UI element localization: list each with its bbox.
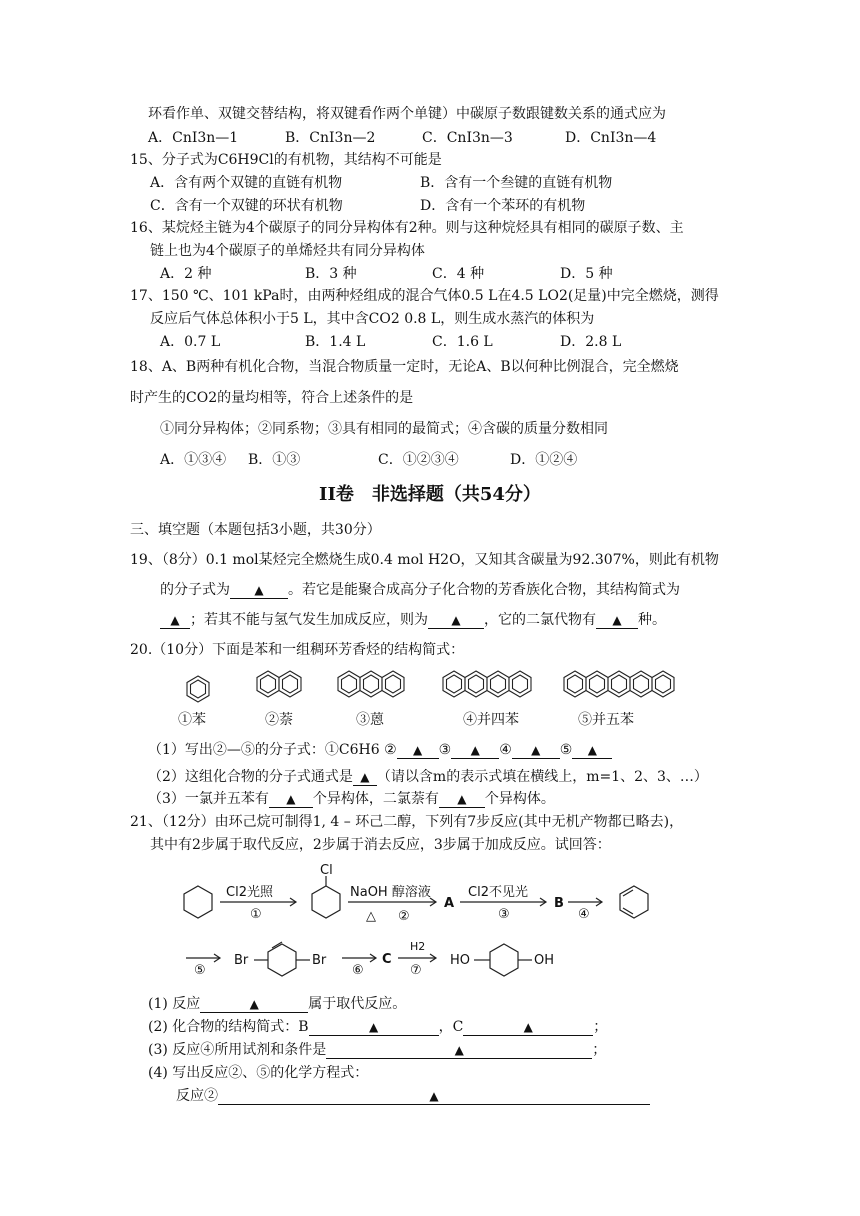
q21-p3-text-b: ； <box>592 1042 607 1058</box>
hydroxyl-right-label: OH <box>534 953 555 968</box>
compound-b-label: B <box>554 896 564 911</box>
triangle-icon: ▲ <box>360 770 370 784</box>
q21-blank-c-structure <box>463 1019 593 1036</box>
q18-option-d: D．①②④ <box>510 452 578 468</box>
triangle-icon: ▲ <box>587 743 597 757</box>
q19-text-a: 的分子式为 <box>160 582 230 598</box>
q19-text-d: ，它的二氯代物有 <box>484 612 596 628</box>
q20-name-pentacene: ⑤并五苯 <box>578 712 634 728</box>
q21-line-1: 21、（12分）由环己烷可制得1, 4 – 环己二醇，下列有7步反应(其中无机产物都已略去)， <box>130 814 684 830</box>
hydroxyl-left-label: HO <box>450 953 471 968</box>
triangle-icon: ▲ <box>413 743 423 757</box>
q14-stem-cont: 环看作单、双键交替结构，将双键看作两个单键）中碳原子数跟键数关系的通式应为 <box>148 106 666 122</box>
part2-title: II卷 非选择题（共54分） <box>319 484 541 505</box>
q21-blank-b-structure <box>309 1019 439 1036</box>
cyclohexadiene-structure <box>620 886 648 918</box>
q15-option-b: B．含有一个叁键的直链有机物 <box>420 175 613 191</box>
r3-number: ③ <box>498 907 510 922</box>
q18-stem-1: 18、A、B两种有机化合物，当混合物质量一定时，无论A、B以何种比例混合，完全燃烧 <box>130 359 679 375</box>
r2-condition: NaOH 醇溶液 <box>350 885 431 900</box>
fused-aromatic-structures <box>0 660 860 710</box>
q17-option-d: D．2.8 L <box>560 334 622 350</box>
q19-blank-count <box>596 612 638 629</box>
q20-blank-anthracene <box>451 742 499 759</box>
r7-condition: H2 <box>410 940 426 953</box>
q14-option-a: A．CnI3n—1 <box>148 130 239 146</box>
naphthalene-structure <box>257 671 301 697</box>
q20-p1-text-3: ③ <box>438 742 452 758</box>
triangle-icon: ▲ <box>249 997 259 1011</box>
q21-p2-text-c: ； <box>593 1019 608 1035</box>
q17-stem-2: 反应后气体总体积小于5 L，其中含CO2 0.8 L，则生成水蒸汽的体积为 <box>150 311 595 327</box>
q20-blank-naphthalene <box>397 742 439 759</box>
q20-name-benzene: ①苯 <box>178 712 206 728</box>
q20-p3-text-a: （3）一氯并五苯有 <box>148 791 269 807</box>
q20-line-1: 20.（10分）下面是苯和一组稠环芳香烃的结构简式： <box>130 642 465 658</box>
q21-blank-reagents <box>326 1042 592 1059</box>
q20-p1-text-5: ⑤ <box>559 742 573 758</box>
q21-p1-text-a: (1) 反应 <box>148 996 201 1012</box>
q16-option-b: B．3 种 <box>305 266 357 282</box>
q20-name-anthracene: ③蒽 <box>356 712 384 728</box>
q18-conditions: ①同分异构体；②同系物；③具有相同的最简式；④含碳的质量分数相同 <box>160 421 608 437</box>
q16-stem-2: 链上也为4个碳原子的单烯烃共有同分异构体 <box>150 243 425 259</box>
anthracene-structure <box>338 671 404 697</box>
r1-number: ① <box>250 907 262 922</box>
q19-text-e: 种。 <box>638 612 666 628</box>
q21-line-2: 其中有2步属于取代反应，2步属于消去反应，3步属于加成反应。试回答： <box>150 837 611 853</box>
q21-p1-text-b: 属于取代反应。 <box>308 996 407 1012</box>
q21-blank-substitution <box>200 996 308 1013</box>
q17-option-c: C．1.6 L <box>432 334 493 350</box>
q20-part-3 <box>148 789 555 809</box>
benzene-structure <box>187 676 209 702</box>
bromine-right-label: Br <box>312 953 327 968</box>
r4-number: ④ <box>578 907 590 922</box>
q19-line-3 <box>160 610 666 630</box>
q19-line-1: 19、（8分）0.1 mol某烃完全燃烧生成0.4 mol H2O，又知其含碳量为92.307%，则此有机物 <box>130 552 719 568</box>
q17-option-a: A．0.7 L <box>160 334 221 350</box>
bromine-left-label: Br <box>234 953 249 968</box>
r3-condition: Cl2不见光 <box>468 885 528 900</box>
chlorocyclohexane-structure <box>312 886 340 918</box>
q18-stem-2: 时产生的CO2的量均相等，符合上述条件的是 <box>130 390 414 406</box>
q16-stem-1: 16、某烷烃主链为4个碳原子的同分异构体有2种。则与这种烷烃具有相同的碳原子数、主 <box>130 220 684 236</box>
q21-p2-text-b: ，C <box>438 1019 464 1035</box>
r2-number: ② <box>398 909 410 924</box>
q20-part-1 <box>148 740 612 760</box>
triangle-icon: ▲ <box>368 1020 379 1034</box>
q18-option-c: C．①②③④ <box>378 452 459 468</box>
cyclohexanediol-structure <box>474 944 532 976</box>
q14-option-c: C．CnI3n—3 <box>422 130 513 146</box>
r2-heat: △ <box>366 909 376 924</box>
q19-line-2 <box>160 580 680 600</box>
q19-blank-structure <box>160 612 190 629</box>
q20-p2-text-b: （请以含m的表示式填在横线上，m=1、2、3、…） <box>376 769 708 785</box>
q19-text-b: 。若它是能聚合成高分子化合物的芳香族化合物，其结构简式为 <box>288 582 680 598</box>
triangle-icon: ▲ <box>531 743 541 757</box>
q20-blank-dichloro-naphthalene <box>439 791 485 808</box>
q20-blank-general-formula <box>353 769 377 786</box>
pentacene-structure <box>564 671 674 697</box>
q20-p3-text-b: 个异构体，二氯萘有 <box>312 791 439 807</box>
triangle-icon: ▲ <box>454 1043 464 1057</box>
q16-option-d: D．5 种 <box>560 266 613 282</box>
q21-part-3 <box>148 1040 606 1060</box>
triangle-icon: ▲ <box>286 792 296 806</box>
q16-option-c: C．4 种 <box>432 266 485 282</box>
q21-part-2 <box>148 1017 607 1037</box>
compound-a-label: A <box>444 896 455 911</box>
r5-number: ⑤ <box>194 963 206 978</box>
triangle-icon: ▲ <box>170 613 180 627</box>
q20-name-tetracene: ④并四苯 <box>463 712 519 728</box>
triangle-icon: ▲ <box>254 583 264 597</box>
q20-p2-text-a: （2）这组化合物的分子式通式是 <box>148 769 353 785</box>
q16-option-a: A．2 种 <box>160 266 212 282</box>
reaction-scheme <box>170 862 670 984</box>
q15-option-a: A．含有两个双键的直链有机物 <box>150 175 343 191</box>
triangle-icon: ▲ <box>451 613 461 627</box>
compound-c-label: C <box>382 952 392 967</box>
triangle-icon: ▲ <box>523 1020 533 1034</box>
q20-p3-text-c: 个异构体。 <box>484 791 555 807</box>
q20-p1-text-4: ④ <box>499 742 512 758</box>
cyclohexane-structure <box>184 886 212 918</box>
q17-option-b: B．1.4 L <box>305 334 366 350</box>
q21-blank-equation-2 <box>218 1088 650 1105</box>
r7-number: ⑦ <box>410 963 422 978</box>
section3-heading: 三、填空题（本题包括3小题，共30分） <box>130 522 381 538</box>
q21-part-4-reaction-2 <box>176 1086 650 1106</box>
q21-p2-text-a: (2) 化合物的结构简式：B <box>148 1019 309 1035</box>
q14-option-d: D．CnI3n—4 <box>565 130 657 146</box>
triangle-icon: ▲ <box>457 792 467 806</box>
q21-p4-text-a: 反应② <box>176 1088 218 1104</box>
dibromocyclohexene-structure <box>254 942 310 976</box>
q20-blank-pentacene <box>572 742 612 759</box>
chlorine-label: Cl <box>320 863 333 878</box>
q20-blank-chloro-pentacene <box>269 791 313 808</box>
q14-option-b: B．CnI3n—2 <box>285 130 376 146</box>
q21-p3-text-a: (3) 反应④所用试剂和条件是 <box>148 1042 327 1058</box>
q19-blank-name <box>428 612 484 629</box>
q20-blank-tetracene <box>512 742 560 759</box>
q15-option-c: C．含有一个双键的环状有机物 <box>150 198 343 214</box>
q19-text-c: ；若其不能与氢气发生加成反应，则为 <box>190 612 428 628</box>
tetracene-structure <box>443 671 531 697</box>
triangle-icon: ▲ <box>612 613 622 627</box>
triangle-icon: ▲ <box>470 743 480 757</box>
q17-stem-1: 17、150 ℃、101 kPa时，由两种烃组成的混合气体0.5 L在4.5 LO2(足量)中完全燃烧，测得 <box>130 288 719 304</box>
q18-option-a: A．①③④ <box>160 452 227 468</box>
q20-part-2 <box>148 767 708 787</box>
r6-number: ⑥ <box>352 963 364 978</box>
q20-name-naphthalene: ②萘 <box>265 712 293 728</box>
q21-part-4: (4) 写出反应②、⑤的化学方程式： <box>148 1065 369 1081</box>
q15-option-d: D．含有一个苯环的有机物 <box>420 198 586 214</box>
q20-p1-text-a: （1）写出②—⑤的分子式：①C6H6 ② <box>148 742 397 758</box>
q19-blank-formula <box>230 582 288 599</box>
triangle-icon: ▲ <box>429 1089 439 1103</box>
q21-part-1 <box>148 994 406 1014</box>
q18-option-b: B．①③ <box>248 452 301 468</box>
q15-stem: 15、分子式为C6H9Cl的有机物，其结构不可能是 <box>130 152 442 168</box>
r1-condition: Cl2光照 <box>226 885 273 900</box>
